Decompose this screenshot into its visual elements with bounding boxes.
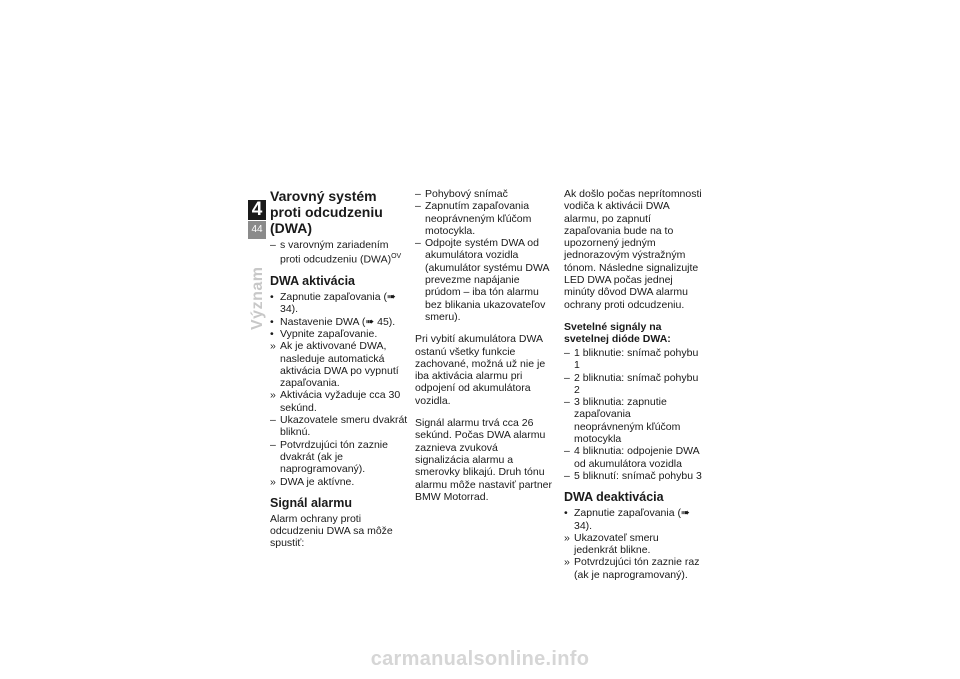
list-item-text: Zapnutím zapaľovania neoprávneným kľúčom motocykla.	[425, 200, 532, 237]
body-paragraph: Ak došlo počas neprítomnosti vodiča k aktivácii DWA alarmu, po zapnutí zapaľovania bude na to upozornený jedným jednorazovým výstražným tónom. Následne signalizujte LED DWA počas jednej minúty dôvod DWA alarmu ochrany proti odcudzeniu.	[564, 188, 702, 311]
list-marker: –	[415, 188, 421, 200]
list-item	[564, 507, 702, 532]
alarm-text: Alarm ochrany proti odcudzeniu DWA sa môže spustiť:	[270, 512, 393, 550]
list-marker: –	[415, 237, 421, 250]
list-marker: –	[564, 371, 570, 384]
list-marker: –	[564, 469, 570, 482]
list-item	[270, 476, 410, 488]
body-paragraph: Pri vybití akumulátora DWA ostanú všetky funkcie zachované, možná už nie je iba aktivácia alarmu pri odpojení od akumulátora vozidla.	[415, 333, 546, 407]
list-item	[415, 200, 553, 237]
section-title: Varovný systém proti odcudzeniu (DWA)	[270, 188, 383, 236]
body-paragraph: Signál alarmu trvá cca 26 sekúnd. Počas DWA alarmu zaznieva zvuková signalizácia alarmu a smerovky blikajú. Druh tónu alarmu môže nastaviť partner BMW Motorrad.	[415, 417, 552, 503]
intro-text: s varovným zariadením proti odcudzeniu (DWA)	[280, 239, 392, 266]
list-marker: –	[270, 438, 276, 451]
list-item	[270, 439, 410, 476]
list-item-text: Odpojte systém DWA od akumulátora vozidla (akumulátor systému DWA prevezme napájanie prúdom – iba tón alarmu bez blikania ukazovateľov smeru).	[425, 237, 549, 323]
list-item-text: Ak je aktivované DWA, nasleduje automatická aktivácia DWA po vypnutí zapaľovania.	[280, 340, 399, 390]
activation-list	[270, 291, 410, 488]
list-item-text: Zapnutie zapaľovania (➠ 34).	[280, 291, 396, 316]
list-item-text: Aktivácia vyžaduje cca 30 sekúnd.	[280, 389, 401, 414]
trigger-list	[415, 188, 553, 323]
list-marker: »	[564, 531, 570, 544]
activation-heading: DWA aktivácia	[270, 274, 355, 289]
list-marker: •	[270, 327, 274, 340]
list-item-text: Pohybový snímač	[425, 188, 508, 200]
chapter-side-label: Význam	[249, 266, 266, 330]
column-3	[564, 188, 702, 581]
list-item-text: Ukazovatele smeru dvakrát bliknú.	[280, 414, 408, 439]
list-item-text: Nastavenie DWA (➠ 45).	[280, 315, 396, 328]
list-marker: –	[270, 414, 276, 427]
list-item	[564, 556, 702, 581]
column-2	[415, 188, 553, 513]
list-item-text: 5 bliknutí: snímač pohybu 3	[574, 469, 702, 482]
column-1	[270, 188, 410, 550]
list-item-text: DWA je aktívne.	[280, 475, 355, 488]
list-item-text: Potvrdzujúci tón zaznie dvakrát (ak je naprogramovaný).	[280, 438, 388, 476]
list-item	[564, 347, 702, 372]
list-item	[415, 188, 553, 200]
list-item-text: 4 bliknutia: odpojenie DWA od akumulátora vozidla	[574, 445, 700, 470]
list-marker: »	[270, 389, 276, 402]
list-item	[270, 328, 410, 340]
list-marker: •	[270, 291, 274, 304]
list-marker: –	[564, 346, 570, 359]
list-item	[270, 414, 410, 439]
list-item	[270, 389, 410, 414]
watermark: carmanualsonline.info	[370, 648, 590, 670]
list-item	[564, 396, 702, 445]
list-item	[564, 445, 702, 470]
list-marker: –	[564, 445, 570, 458]
list-marker: –	[415, 200, 421, 213]
list-item	[564, 532, 702, 557]
led-list	[564, 347, 702, 482]
list-item	[270, 340, 410, 389]
list-marker: –	[270, 239, 276, 251]
intro-item	[270, 239, 410, 266]
list-marker: »	[270, 475, 276, 488]
list-item	[270, 291, 410, 316]
list-item-text: 3 bliknutia: zapnutie zapaľovania neoprávneným kľúčom motocykla	[574, 396, 681, 446]
list-item-text: Potvrdzujúci tón zaznie raz (ak je naprogramovaný).	[574, 556, 700, 581]
list-item-text: Ukazovateľ smeru jedenkrát blikne.	[574, 531, 659, 557]
list-marker: »	[270, 340, 276, 353]
page-number: 44	[248, 221, 266, 239]
list-item	[564, 372, 702, 397]
alarm-heading: Signál alarmu	[270, 495, 352, 510]
list-item-text: 1 bliknutie: snímač pohybu 1	[574, 346, 699, 372]
deactivation-heading: DWA deaktivácia	[564, 490, 664, 505]
list-item-text: 2 bliknutia: snímač pohybu 2	[574, 371, 699, 396]
chapter-number-tab: 4	[248, 200, 266, 220]
list-marker: –	[564, 396, 570, 409]
list-marker: •	[270, 315, 274, 328]
list-item	[415, 237, 553, 323]
deactivation-list	[564, 507, 702, 581]
list-item	[270, 316, 410, 328]
list-item	[564, 470, 702, 482]
list-item-text: Vypnite zapaľovanie.	[280, 327, 378, 340]
led-heading: Svetelné signály na svetelnej dióde DWA:	[564, 320, 671, 346]
list-item-text: Zapnutie zapaľovania (➠ 34).	[574, 507, 690, 532]
list-marker: •	[564, 507, 568, 520]
intro-superscript: OV	[391, 253, 402, 261]
list-marker: »	[564, 556, 570, 569]
